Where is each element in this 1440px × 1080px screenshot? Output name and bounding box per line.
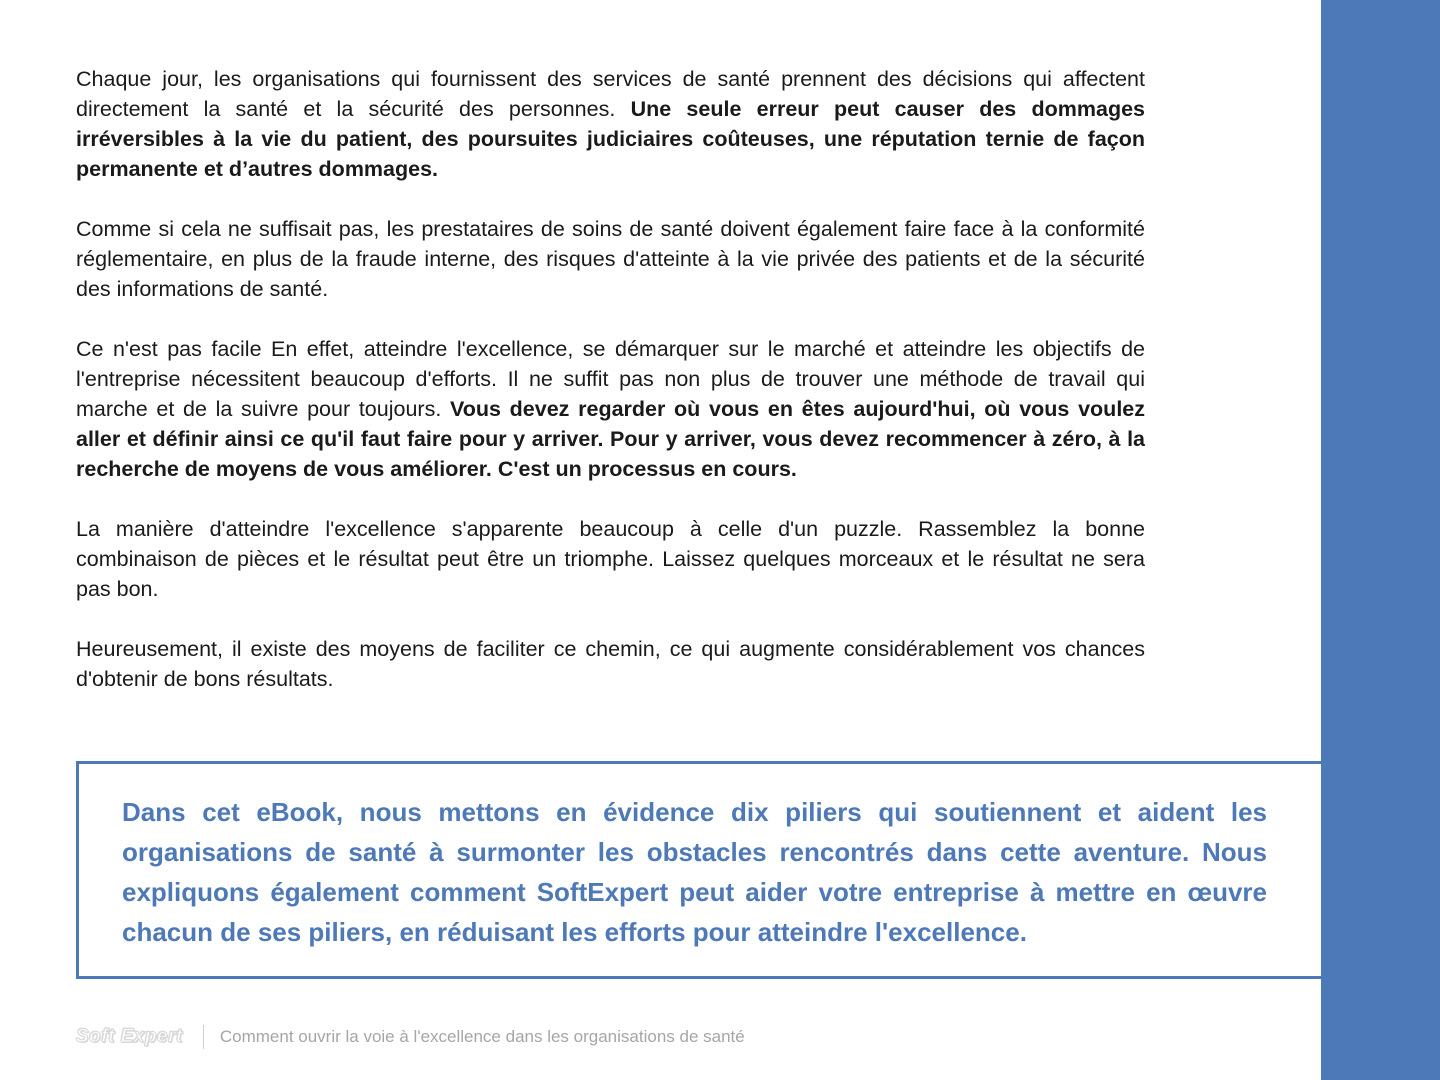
paragraph-2-text: Comme si cela ne suffisait pas, les prestataires de soins de santé doivent également faire face à la conformité réglementaire, en plus de la fraude interne, des risques d'atteinte à la vie privée des patients et de la sécurité des informations de santé.	[76, 217, 1145, 301]
paragraph-5	[76, 634, 1145, 694]
paragraph-4	[76, 514, 1145, 604]
paragraph-1-bold: Une seule erreur peut causer des dommages irréversibles à la vie du patient, des poursuites judiciaires coûteuses, une réputation ternie de façon permanente et d’autres dommages.	[76, 97, 1145, 181]
paragraph-1	[76, 64, 1145, 184]
paragraph-3-text: Ce n'est pas facile En effet, atteindre l'excellence, se démarquer sur le marché et atteindre les objectifs de l'entreprise nécessitent beaucoup d'efforts. Il ne suffit pas non plus de trouver une méthode de travail qui marche et de la suivre pour toujours.	[76, 337, 1145, 421]
paragraph-3	[76, 334, 1145, 484]
body-text	[76, 64, 1145, 724]
right-accent-bar	[1321, 0, 1440, 1080]
paragraph-1-text: Chaque jour, les organisations qui fournissent des services de santé prennent des décisions qui affectent directement la santé et la sécurité des personnes.	[76, 67, 1145, 121]
footer-document-title: Comment ouvrir la voie à l'excellence dans les organisations de santé	[219, 1027, 745, 1046]
softexpert-logo: Soft Expert	[76, 1026, 183, 1047]
callout-text: Dans cet eBook, nous mettons en évidence dix piliers qui soutiennent et aident les organisations de santé à surmonter les obstacles rencontrés dans cette aventure. Nous expliquons également comment SoftExpert peut aider votre entreprise à mettre en œuvre chacun de ses piliers, en réduisant les efforts pour atteindre l'excellence.	[122, 797, 1267, 947]
page-footer	[76, 1022, 745, 1052]
paragraph-3-bold: Vous devez regarder où vous en êtes aujourd'hui, où vous voulez aller et définir ainsi ce qu'il faut faire pour y arriver. Pour y arriver, vous devez recommencer à zéro, à la recherche de moyens de vous améliorer. C'est un processus en cours.	[76, 397, 1145, 481]
paragraph-4-text: La manière d'atteindre l'excellence s'apparente beaucoup à celle d'un puzzle. Rassemblez la bonne combinaison de pièces et le résultat peut être un triomphe. Laissez quelques morceaux et le résultat ne sera pas bon.	[76, 517, 1145, 601]
callout-box	[76, 761, 1321, 979]
paragraph-5-text: Heureusement, il existe des moyens de faciliter ce chemin, ce qui augmente considérablement vos chances d'obtenir de bons résultats.	[76, 637, 1145, 691]
paragraph-2	[76, 214, 1145, 304]
footer-divider	[203, 1025, 204, 1049]
